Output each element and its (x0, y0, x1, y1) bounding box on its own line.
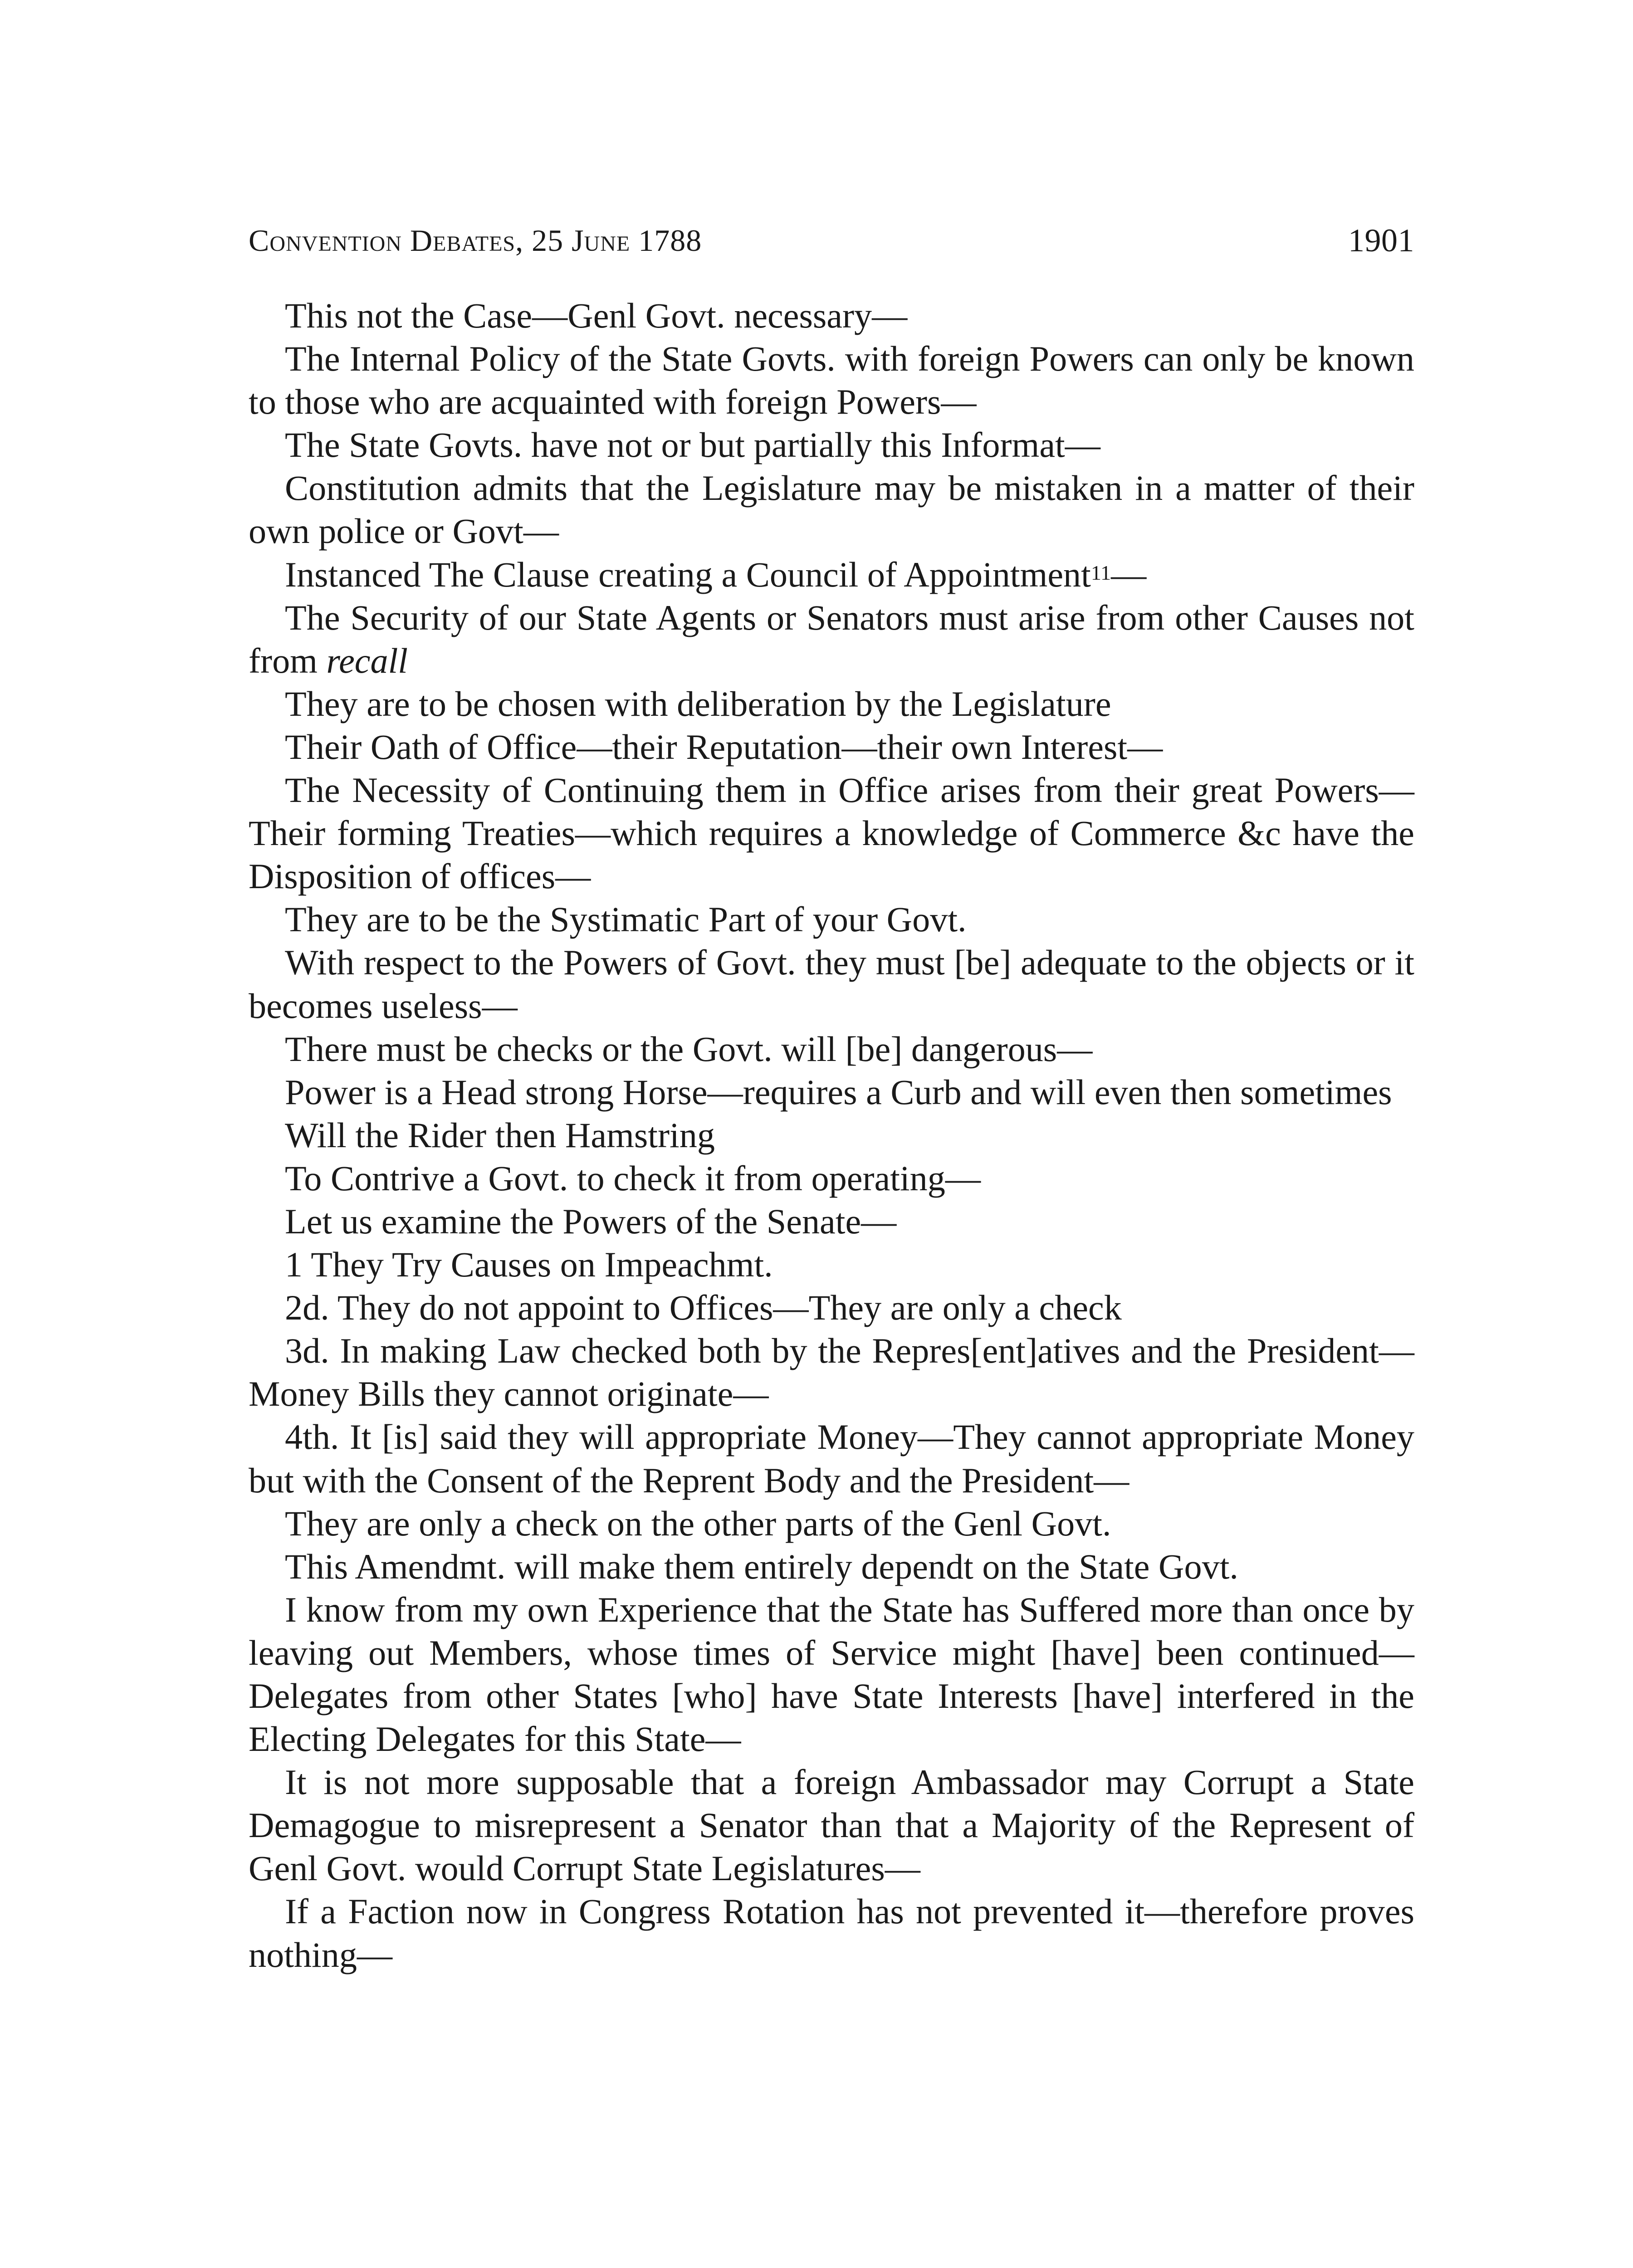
running-title: Convention Debates, 25 June 1788 (249, 223, 702, 258)
paragraph: Let us examine the Powers of the Senate— (285, 1201, 897, 1241)
paragraph: There must be checks or the Govt. will [be] dangerous— (285, 1029, 1093, 1069)
paragraph: They are to be chosen with deliberation by the Legislature (285, 684, 1111, 723)
paragraph: This not the Case—Genl Govt. necessary— (285, 296, 908, 335)
paragraph: Will the Rider then Hamstring (285, 1115, 715, 1155)
paragraph-text: The Security of our State Agents or Senators must arise from other Causes not from (249, 597, 1414, 680)
italic-term: recall (326, 640, 408, 680)
paragraph: The State Govts. have not or but partially this Informat— (285, 425, 1100, 465)
paragraph: The Necessity of Continuing them in Office arises from their great Powers—Their forming Treaties—which requires a knowledge of Commerce &c have the Disposition of offices— (249, 770, 1414, 896)
paragraph: 1 They Try Causes on Impeachmt. (285, 1245, 773, 1285)
paragraph (249, 596, 1414, 682)
paragraph: It is not more supposable that a foreign Ambassador may Corrupt a State Demagogue to misrepresent a Senator than that a Majority of the Represent of Genl Govt. would Corrupt State Legislatures— (249, 1762, 1414, 1888)
paragraph: With respect to the Powers of Govt. they must [be] adequate to the objects or it becomes useless— (249, 943, 1414, 1026)
paragraph: Power is a Head strong Horse—requires a Curb and will even then sometimes (285, 1072, 1392, 1112)
document-page (249, 213, 1414, 2209)
paragraph: To Contrive a Govt. to check it from operating— (285, 1158, 981, 1198)
paragraph: This Amendmt. will make them entirely dependt on the State Govt. (285, 1546, 1238, 1586)
paragraph: They are to be the Systimatic Part of your Govt. (285, 899, 967, 939)
paragraph: I know from my own Experience that the State has Suffered more than once by leaving out Members, whose times of Service might [have] been continued—Delegates from other States [who] have State Interests [have] interfered in the Electing Delegates for this State— (249, 1589, 1414, 1759)
paragraph: 2d. They do not appoint to Offices—They are only a check (285, 1288, 1122, 1328)
paragraph: The Internal Policy of the State Govts. with foreign Powers can only be known to those who are acquainted with foreign Powers— (249, 339, 1414, 422)
page-number: 1901 (1348, 222, 1414, 259)
running-head (249, 213, 1414, 268)
paragraph: 3d. In making Law checked both by the Repres[ent]atives and the President—Money Bills they cannot originate— (249, 1331, 1414, 1414)
footnote-marker: 11 (1090, 561, 1111, 584)
paragraph: They are only a check on the other parts of the Genl Govt. (285, 1503, 1111, 1543)
paragraph-text: Instanced The Clause creating a Council of Appointment (285, 554, 1091, 594)
paragraph (249, 553, 1414, 596)
paragraph: Constitution admits that the Legislature may be mistaken in a matter of their own police or Govt— (249, 468, 1414, 551)
body-text (249, 294, 1414, 1976)
paragraph: 4th. It [is] said they will appropriate Money—They cannot appropriate Money but with the Consent of the Reprent Body and the President— (249, 1417, 1414, 1500)
paragraph: Their Oath of Office—their Reputation—their own Interest— (285, 727, 1163, 767)
paragraph-text: — (1111, 554, 1147, 594)
paragraph: If a Faction now in Congress Rotation has not prevented it—therefore proves nothing— (249, 1892, 1414, 1975)
